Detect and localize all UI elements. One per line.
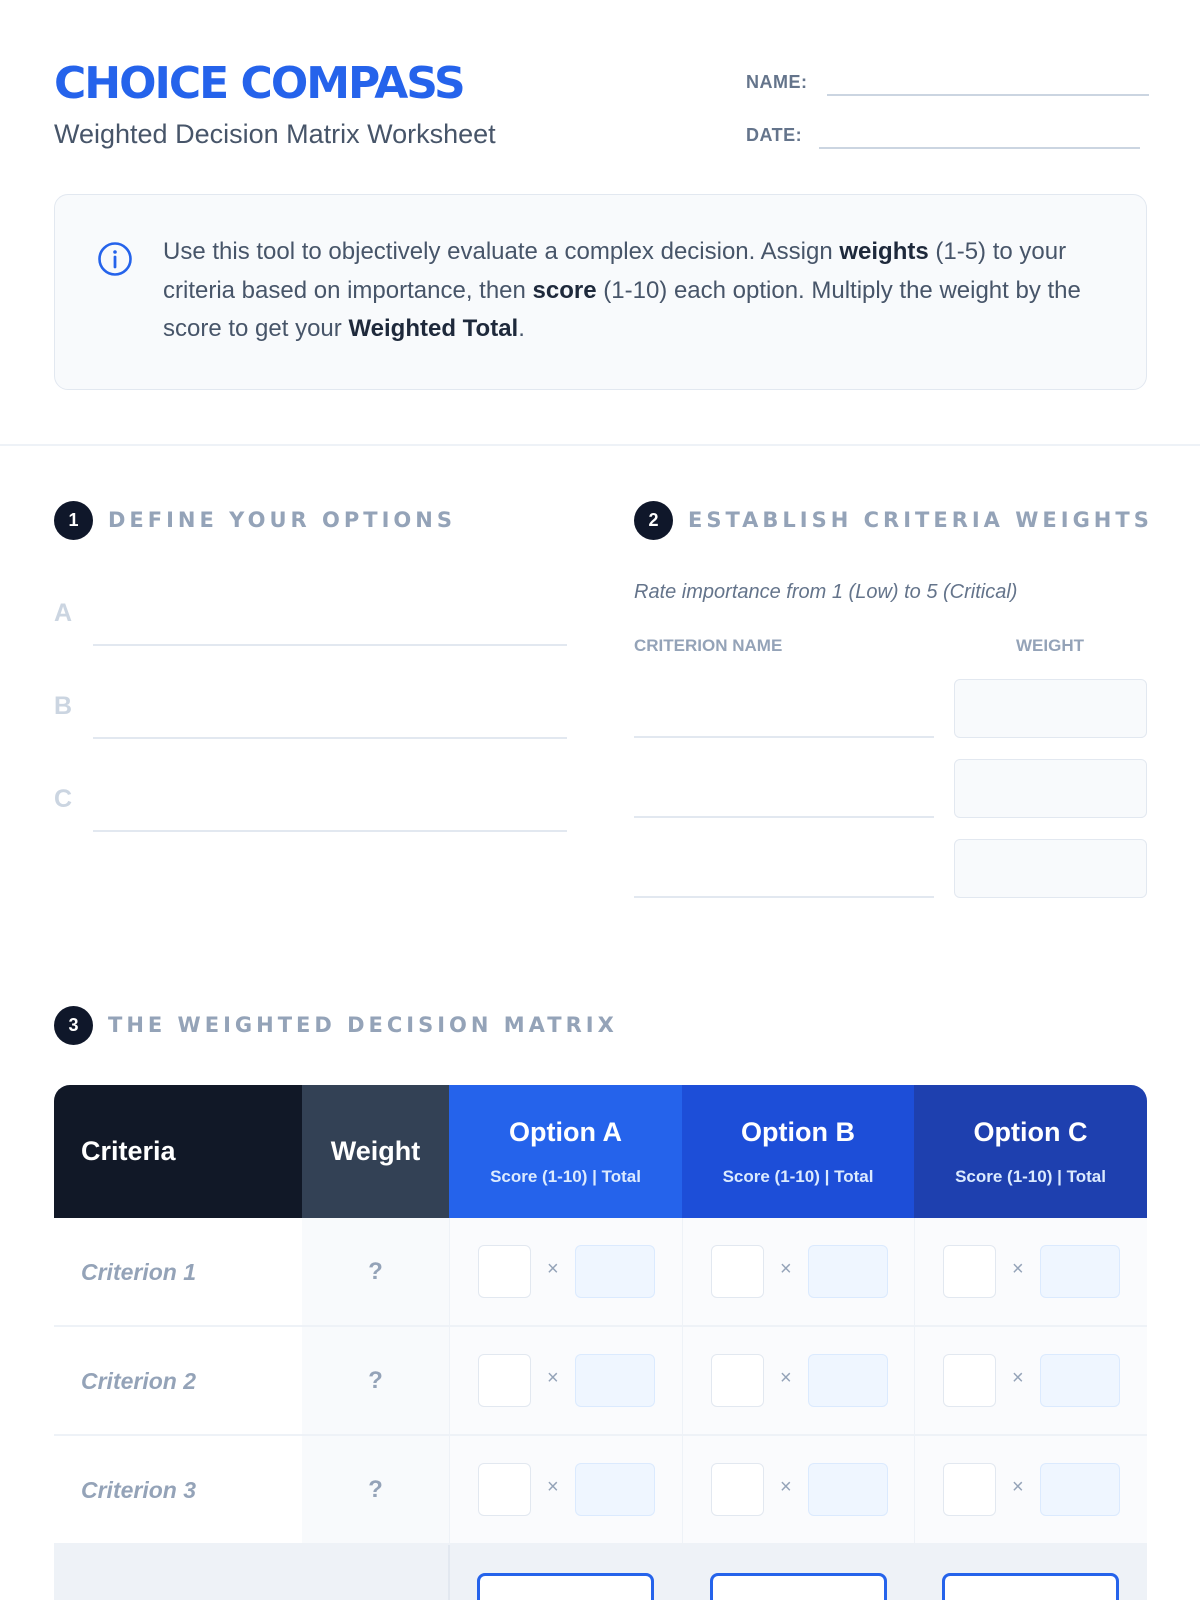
option-c-column-header: Option C Score (1-10) | Total	[914, 1085, 1147, 1218]
total-input[interactable]	[1040, 1245, 1120, 1298]
instructions-text: Use this tool to objectively evaluate a complex decision. Assign weights (1-5) to your criteria based on importance, then score (1-10) each option. Multiply the weight by the score to get your Weighted Total.	[163, 238, 1081, 342]
score-input[interactable]	[943, 1245, 996, 1298]
option-a-grand-total[interactable]	[477, 1573, 654, 1600]
total-input[interactable]	[1040, 1463, 1120, 1516]
section-2-title: ESTABLISH CRITERIA WEIGHTS	[688, 508, 1153, 532]
page-subtitle: Weighted Decision Matrix Worksheet	[54, 119, 496, 149]
footer-divider	[448, 1545, 450, 1600]
instructions-box	[54, 194, 1147, 390]
weight-3-input[interactable]	[954, 839, 1147, 898]
total-input[interactable]	[1040, 1354, 1120, 1407]
option-b-letter: B	[54, 692, 73, 720]
option-b-cell	[682, 1327, 914, 1434]
section-1-title: DEFINE YOUR OPTIONS	[108, 508, 456, 532]
total-input[interactable]	[808, 1463, 888, 1516]
weight-2-input[interactable]	[954, 759, 1147, 818]
date-field[interactable]	[819, 147, 1140, 149]
date-label: DATE:	[746, 125, 803, 145]
page-title: CHOICE COMPASS	[54, 58, 464, 109]
multiply-sign: ×	[780, 1258, 792, 1280]
section-3-title: THE WEIGHTED DECISION MATRIX	[108, 1013, 618, 1037]
criterion-name-header: CRITERION NAME	[634, 636, 783, 655]
score-input[interactable]	[478, 1245, 531, 1298]
option-c-cell	[914, 1327, 1147, 1434]
multiply-sign: ×	[780, 1476, 792, 1498]
total-input[interactable]	[808, 1245, 888, 1298]
score-input[interactable]	[711, 1463, 764, 1516]
option-b-input[interactable]	[93, 737, 567, 739]
score-input[interactable]	[943, 1463, 996, 1516]
score-input[interactable]	[478, 1463, 531, 1516]
total-input[interactable]	[808, 1354, 888, 1407]
score-input[interactable]	[478, 1354, 531, 1407]
score-input[interactable]	[711, 1354, 764, 1407]
total-input[interactable]	[575, 1245, 655, 1298]
criterion-label: Criterion 3	[81, 1477, 197, 1503]
decision-matrix	[54, 1085, 1147, 1600]
option-a-column-header: Option A Score (1-10) | Total	[449, 1085, 682, 1218]
table-row	[54, 1327, 1147, 1436]
step-3-badge: 3	[54, 1006, 93, 1045]
criterion-label: Criterion 2	[81, 1368, 197, 1394]
option-b-grand-total[interactable]	[710, 1573, 887, 1600]
option-c-grand-total[interactable]	[942, 1573, 1119, 1600]
table-row	[54, 1436, 1147, 1545]
option-b-cell	[682, 1218, 914, 1325]
step-2-badge: 2	[634, 501, 673, 540]
multiply-sign: ×	[547, 1258, 559, 1280]
criterion-label: Criterion 1	[81, 1259, 197, 1285]
option-c-cell	[914, 1436, 1147, 1543]
criterion-2-input[interactable]	[634, 816, 934, 818]
section-divider	[0, 444, 1200, 446]
total-input[interactable]	[575, 1354, 655, 1407]
criterion-weight: ?	[302, 1327, 449, 1434]
option-a-cell	[449, 1436, 682, 1543]
criterion-weight: ?	[302, 1436, 449, 1543]
option-a-letter: A	[54, 599, 73, 627]
weight-header: WEIGHT	[1016, 636, 1084, 655]
weight-1-input[interactable]	[954, 679, 1147, 738]
multiply-sign: ×	[1012, 1476, 1024, 1498]
option-c-letter: C	[54, 785, 73, 813]
multiply-sign: ×	[780, 1367, 792, 1389]
option-b-cell	[682, 1436, 914, 1543]
option-a-cell	[449, 1327, 682, 1434]
multiply-sign: ×	[1012, 1258, 1024, 1280]
info-icon	[97, 241, 133, 277]
multiply-sign: ×	[547, 1367, 559, 1389]
criteria-column-header: Criteria	[54, 1085, 302, 1218]
option-c-cell	[914, 1218, 1147, 1325]
option-c-input[interactable]	[93, 830, 567, 832]
worksheet-header	[54, 54, 1147, 154]
criterion-1-input[interactable]	[634, 736, 934, 738]
weight-column-header: Weight	[302, 1085, 449, 1218]
name-field[interactable]	[827, 94, 1149, 96]
matrix-footer-row	[54, 1545, 1147, 1600]
score-input[interactable]	[711, 1245, 764, 1298]
score-input[interactable]	[943, 1354, 996, 1407]
total-input[interactable]	[575, 1463, 655, 1516]
criterion-3-input[interactable]	[634, 896, 934, 898]
multiply-sign: ×	[1012, 1367, 1024, 1389]
option-b-column-header: Option B Score (1-10) | Total	[682, 1085, 914, 1218]
criterion-weight: ?	[302, 1218, 449, 1325]
multiply-sign: ×	[547, 1476, 559, 1498]
weight-hint: Rate importance from 1 (Low) to 5 (Critical)	[634, 581, 1018, 603]
option-a-input[interactable]	[93, 644, 567, 646]
name-label: NAME:	[746, 72, 808, 92]
option-a-cell	[449, 1218, 682, 1325]
step-1-badge: 1	[54, 501, 93, 540]
table-row	[54, 1218, 1147, 1327]
